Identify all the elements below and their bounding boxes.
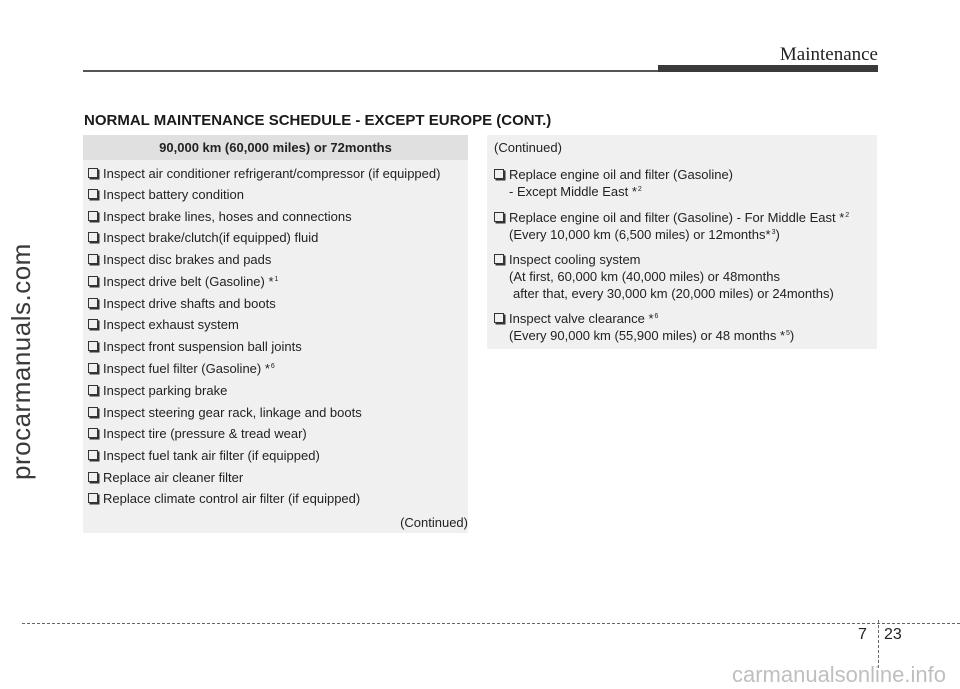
- checkbox-icon: [88, 319, 98, 329]
- page-number: 23: [884, 626, 902, 643]
- checkbox-icon: [88, 211, 98, 221]
- schedule-item: Inspect brake/clutch(if equipped) fluid: [88, 230, 318, 245]
- section-title: Maintenance: [779, 44, 878, 65]
- continued-label: (Continued): [400, 515, 468, 530]
- schedule-item-detail: - Except Middle East *$^2$: [509, 184, 642, 199]
- checkbox-icon: [88, 232, 98, 242]
- schedule-item-detail: (Every 90,000 km (55,900 miles) or 48 months *$^5$): [509, 328, 795, 343]
- schedule-item: Inspect disc brakes and pads: [88, 252, 271, 267]
- checkbox-icon: [88, 254, 98, 264]
- side-watermark: procarmanuals.com: [6, 243, 36, 480]
- checkbox-icon: [88, 189, 98, 199]
- checkbox-icon: [494, 313, 504, 323]
- checkbox-icon: [88, 276, 98, 286]
- interval-header: 90,000 km (60,000 miles) or 72months: [83, 135, 468, 160]
- checkbox-icon: [88, 341, 98, 351]
- checkbox-icon: [494, 254, 504, 264]
- header-rule-accent: [658, 65, 878, 72]
- schedule-item: Inspect fuel filter (Gasoline) *$^6$: [88, 361, 275, 376]
- schedule-item: Inspect parking brake: [88, 383, 227, 398]
- checkbox-icon: [88, 493, 98, 503]
- schedule-item: Inspect air conditioner refrigerant/compressor (if equipped): [88, 166, 440, 181]
- checkbox-icon: [88, 428, 98, 438]
- checkbox-icon: [494, 212, 504, 222]
- schedule-item: Inspect fuel tank air filter (if equipped): [88, 448, 320, 463]
- schedule-item-detail: (At first, 60,000 km (40,000 miles) or 48months: [509, 269, 780, 284]
- checkbox-icon: [494, 169, 504, 179]
- page-heading: NORMAL MAINTENANCE SCHEDULE - EXCEPT EUROPE (CONT.): [84, 112, 552, 129]
- schedule-item: Replace engine oil and filter (Gasoline) - For Middle East *$^2$: [494, 210, 849, 225]
- checkbox-icon: [88, 472, 98, 482]
- schedule-item: Inspect front suspension ball joints: [88, 339, 302, 354]
- schedule-item: Inspect steering gear rack, linkage and boots: [88, 405, 362, 420]
- schedule-item-detail: (Every 10,000 km (6,500 miles) or 12months*$^3$): [509, 227, 780, 242]
- schedule-item: Replace climate control air filter (if equipped): [88, 491, 360, 506]
- schedule-panel-left: [83, 135, 468, 533]
- schedule-item: Inspect battery condition: [88, 187, 244, 202]
- header-rule: [83, 70, 661, 72]
- checkbox-icon: [88, 363, 98, 373]
- schedule-item: Inspect drive belt (Gasoline) *$^1$: [88, 274, 278, 289]
- schedule-item: Inspect cooling system: [494, 252, 641, 267]
- schedule-item: Inspect brake lines, hoses and connections: [88, 209, 352, 224]
- chapter-number: 7: [858, 626, 867, 643]
- bottom-watermark: carmanualsonline.info: [731, 662, 946, 687]
- schedule-panel-right: [487, 135, 877, 349]
- checkbox-icon: [88, 298, 98, 308]
- continued-label: (Continued): [494, 140, 562, 155]
- schedule-item: Inspect exhaust system: [88, 317, 239, 332]
- footer-divider: [878, 620, 879, 668]
- checkbox-icon: [88, 407, 98, 417]
- checkbox-icon: [88, 168, 98, 178]
- schedule-item: Inspect tire (pressure & tread wear): [88, 426, 307, 441]
- checkbox-icon: [88, 450, 98, 460]
- schedule-item: Replace air cleaner filter: [88, 470, 243, 485]
- footer-rule: [22, 623, 960, 624]
- schedule-item: Inspect valve clearance *$^6$: [494, 311, 658, 326]
- schedule-item: Replace engine oil and filter (Gasoline): [494, 167, 733, 182]
- checkbox-icon: [88, 385, 98, 395]
- schedule-item-detail: after that, every 30,000 km (20,000 miles) or 24months): [513, 286, 834, 301]
- schedule-item: Inspect drive shafts and boots: [88, 296, 276, 311]
